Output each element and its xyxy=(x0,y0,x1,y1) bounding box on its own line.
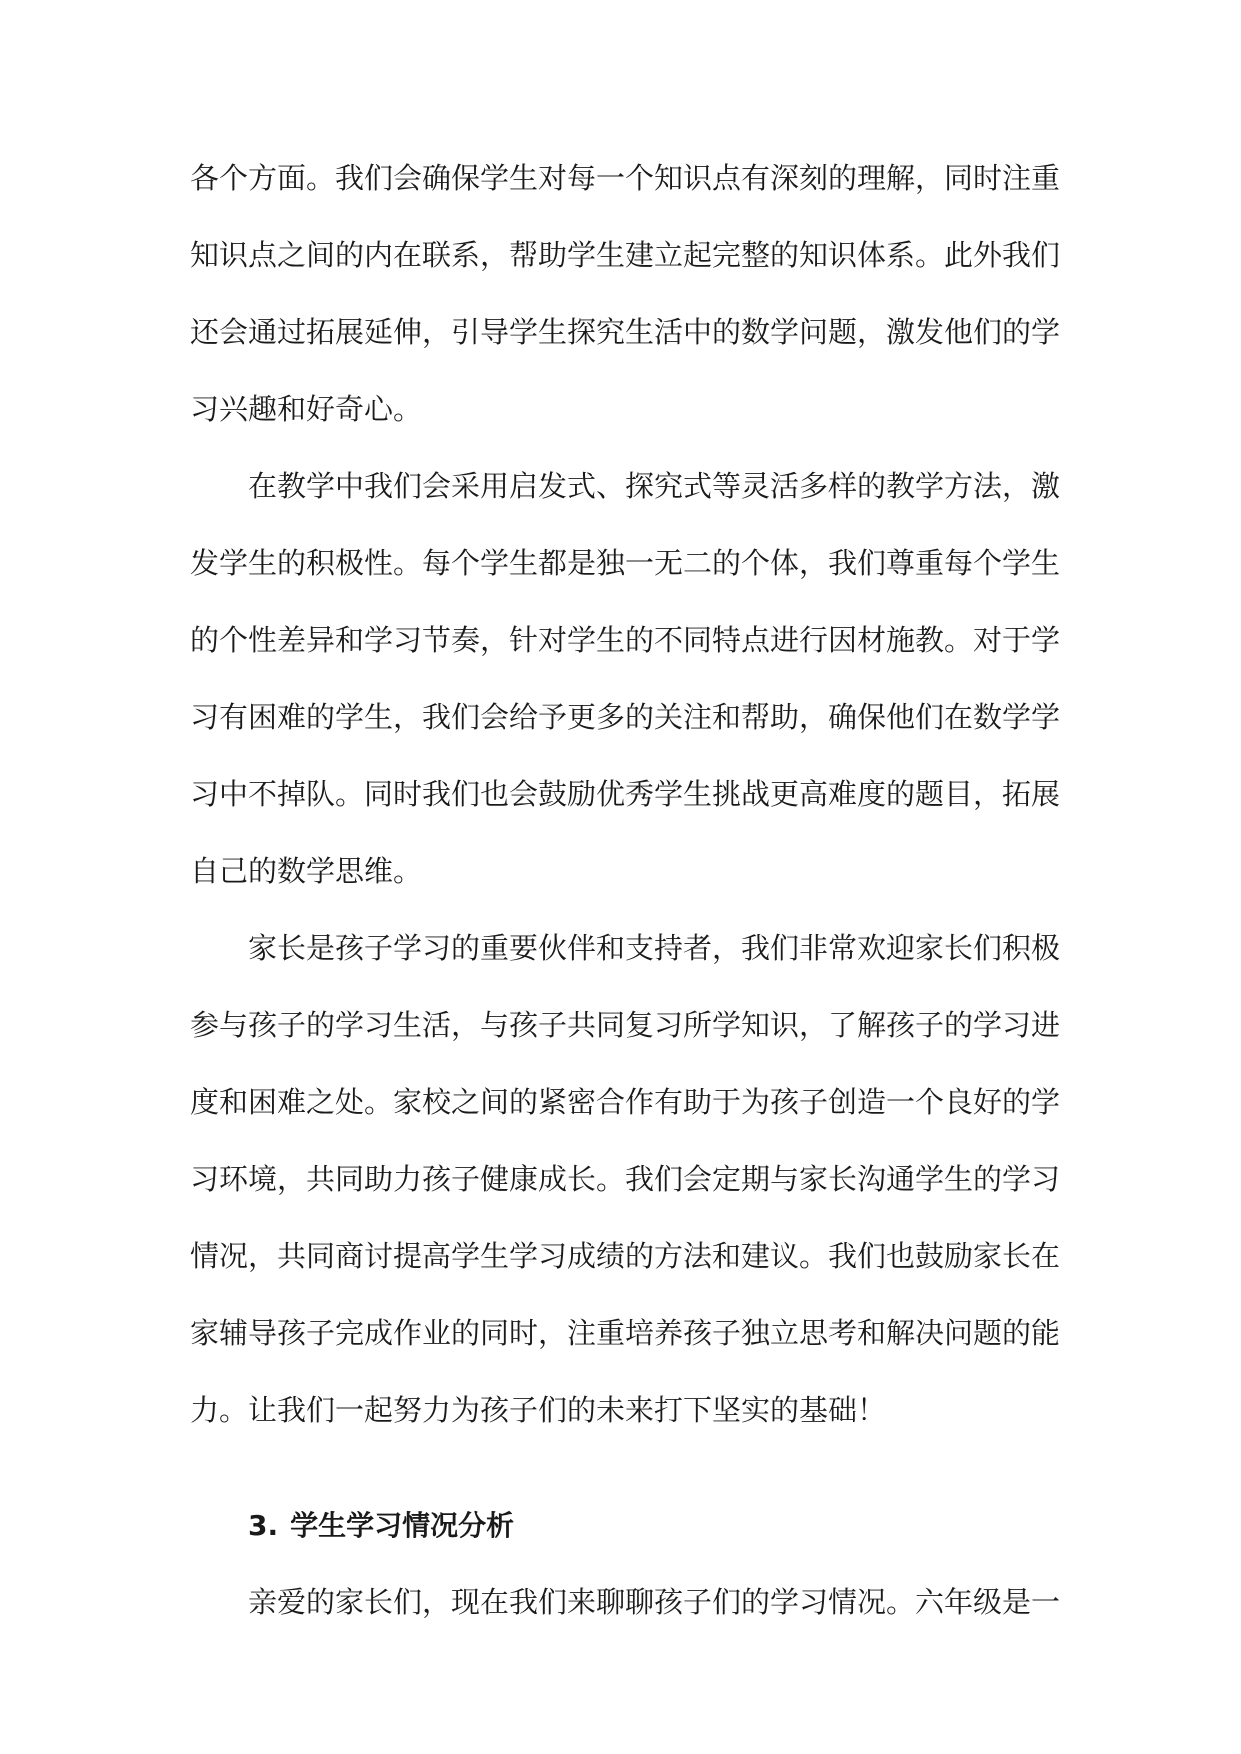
paragraph-continued: 各个方面。我们会确保学生对每一个知识点有深刻的理解，同时注重知识点之间的内在联系，帮助学生建立起完整的知识体系。此外我们还会通过拓展延伸，引导学生探究生活中的数学问题，激发他们的学习兴趣和好奇心。 xyxy=(190,161,1061,426)
paragraph-teaching-methods: 在教学中我们会采用启发式、探究式等灵活多样的教学方法，激发学生的积极性。每个学生都是独一无二的个体，我们尊重每个学生的个性差异和学习节奏，针对学生的不同特点进行因材施教。对于学习有困难的学生，我们会给予更多的关注和帮助，确保他们在数学学习中不掉队。同时我们也会鼓励优秀学生挑战更高难度的题目，拓展自己的数学思维。 xyxy=(190,469,1061,888)
section-title: 学生学习情况分析 xyxy=(290,1509,515,1542)
document-body xyxy=(190,140,1060,1641)
paragraph-parents-role: 家长是孩子学习的重要伙伴和支持者，我们非常欢迎家长们积极参与孩子的学习生活，与孩子共同复习所学知识，了解孩子的学习进度和困难之处。家校之间的紧密合作有助于为孩子创造一个良好的学习环境，共同助力孩子健康成长。我们会定期与家长沟通学生的学习情况，共同商讨提高学生学习成绩的方法和建议。我们也鼓励家长在家辅导孩子完成作业的同时，注重培养孩子独立思考和解决问题的能力。让我们一起努力为孩子们的未来打下坚实的基础！ xyxy=(190,931,1061,1427)
section-heading xyxy=(190,1487,1060,1564)
section-number: 3. xyxy=(248,1509,279,1542)
paragraph-learning-analysis: 亲爱的家长们，现在我们来聊聊孩子们的学习情况。六年级是一 xyxy=(248,1585,1061,1619)
